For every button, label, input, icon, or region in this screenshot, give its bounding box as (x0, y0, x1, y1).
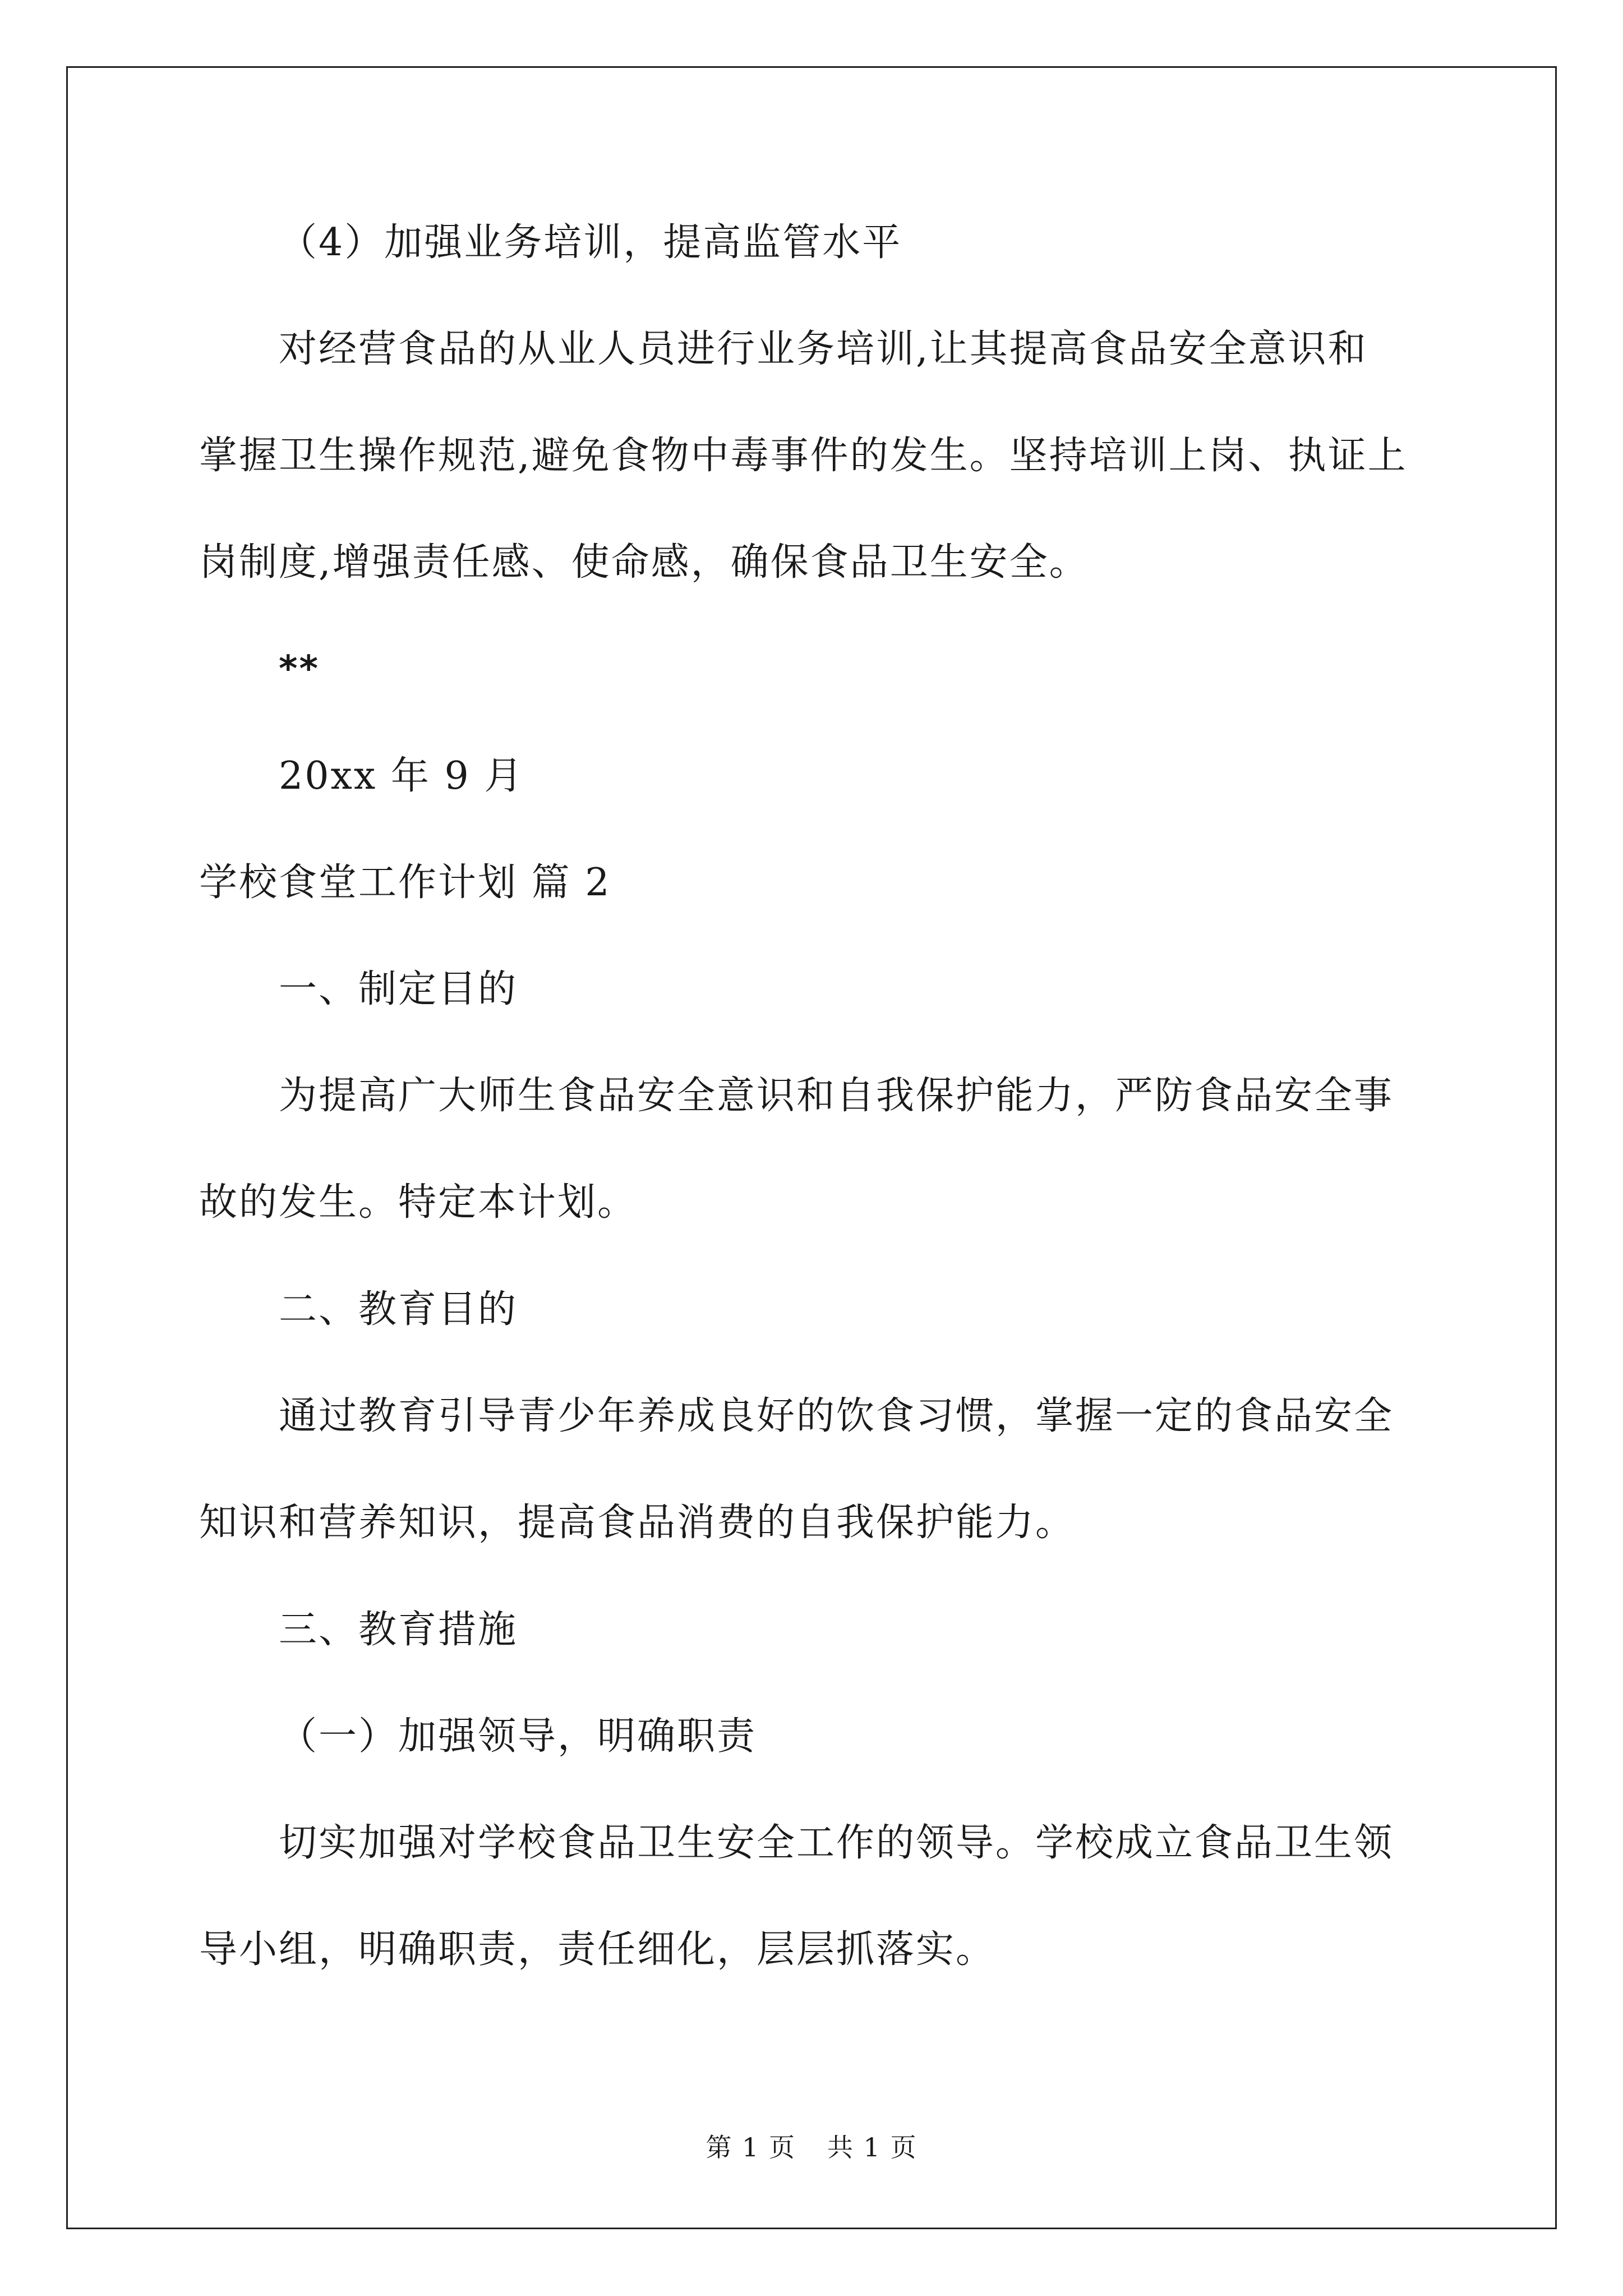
paragraph-training (199, 296, 1424, 616)
paragraph-line: 掌握卫生操作规范,避免食物中毒事件的发生。坚持培训上岗、执证上 (199, 434, 1408, 478)
section-heading-1: 一、制定目的 (279, 967, 518, 1011)
paragraph-line: 故的发生。特定本计划。 (199, 1180, 638, 1225)
page-footer (0, 2127, 1623, 2164)
section-heading-3: 三、教育措施 (279, 1608, 518, 1652)
date-line: 20xx 年 9 月 (279, 754, 524, 798)
document-body (199, 216, 1424, 2030)
page-total: 共 1 页 (827, 2132, 917, 2162)
section-heading-4: （4）加强业务培训，提高监管水平 (279, 220, 902, 265)
paragraph-line: 知识和营养知识，提高食品消费的自我保护能力。 (199, 1501, 1076, 1545)
paragraph-line: 为提高广大师生食品安全意识和自我保护能力，严防食品安全事 (279, 1074, 1394, 1118)
paragraph-line: 导小组，明确职责，责任细化，层层抓落实。 (199, 1927, 996, 1972)
paragraph-education-goal (199, 1363, 1424, 1576)
paragraph-line: 岗制度,增强责任感、使命感，确保食品卫生安全。 (199, 540, 1089, 585)
page-number: 第 1 页 (706, 2132, 796, 2162)
paragraph-line: 切实加强对学校食品卫生安全工作的领导。学校成立食品卫生领 (279, 1821, 1394, 1865)
paragraph-leadership (199, 1790, 1424, 2003)
paragraph-line: 通过教育引导青少年养成良好的饮食习惯，掌握一定的食品安全 (279, 1394, 1394, 1438)
subsection-heading-1: （一）加强领导，明确职责 (279, 1714, 757, 1759)
document-title: 学校食堂工作计划 篇 2 (199, 861, 611, 905)
signature-placeholder: ** (279, 648, 320, 690)
paragraph-line: 对经营食品的从业人员进行业务培训,让其提高食品安全意识和 (279, 327, 1368, 371)
paragraph-purpose (199, 1043, 1424, 1256)
section-heading-2: 二、教育目的 (279, 1287, 518, 1332)
